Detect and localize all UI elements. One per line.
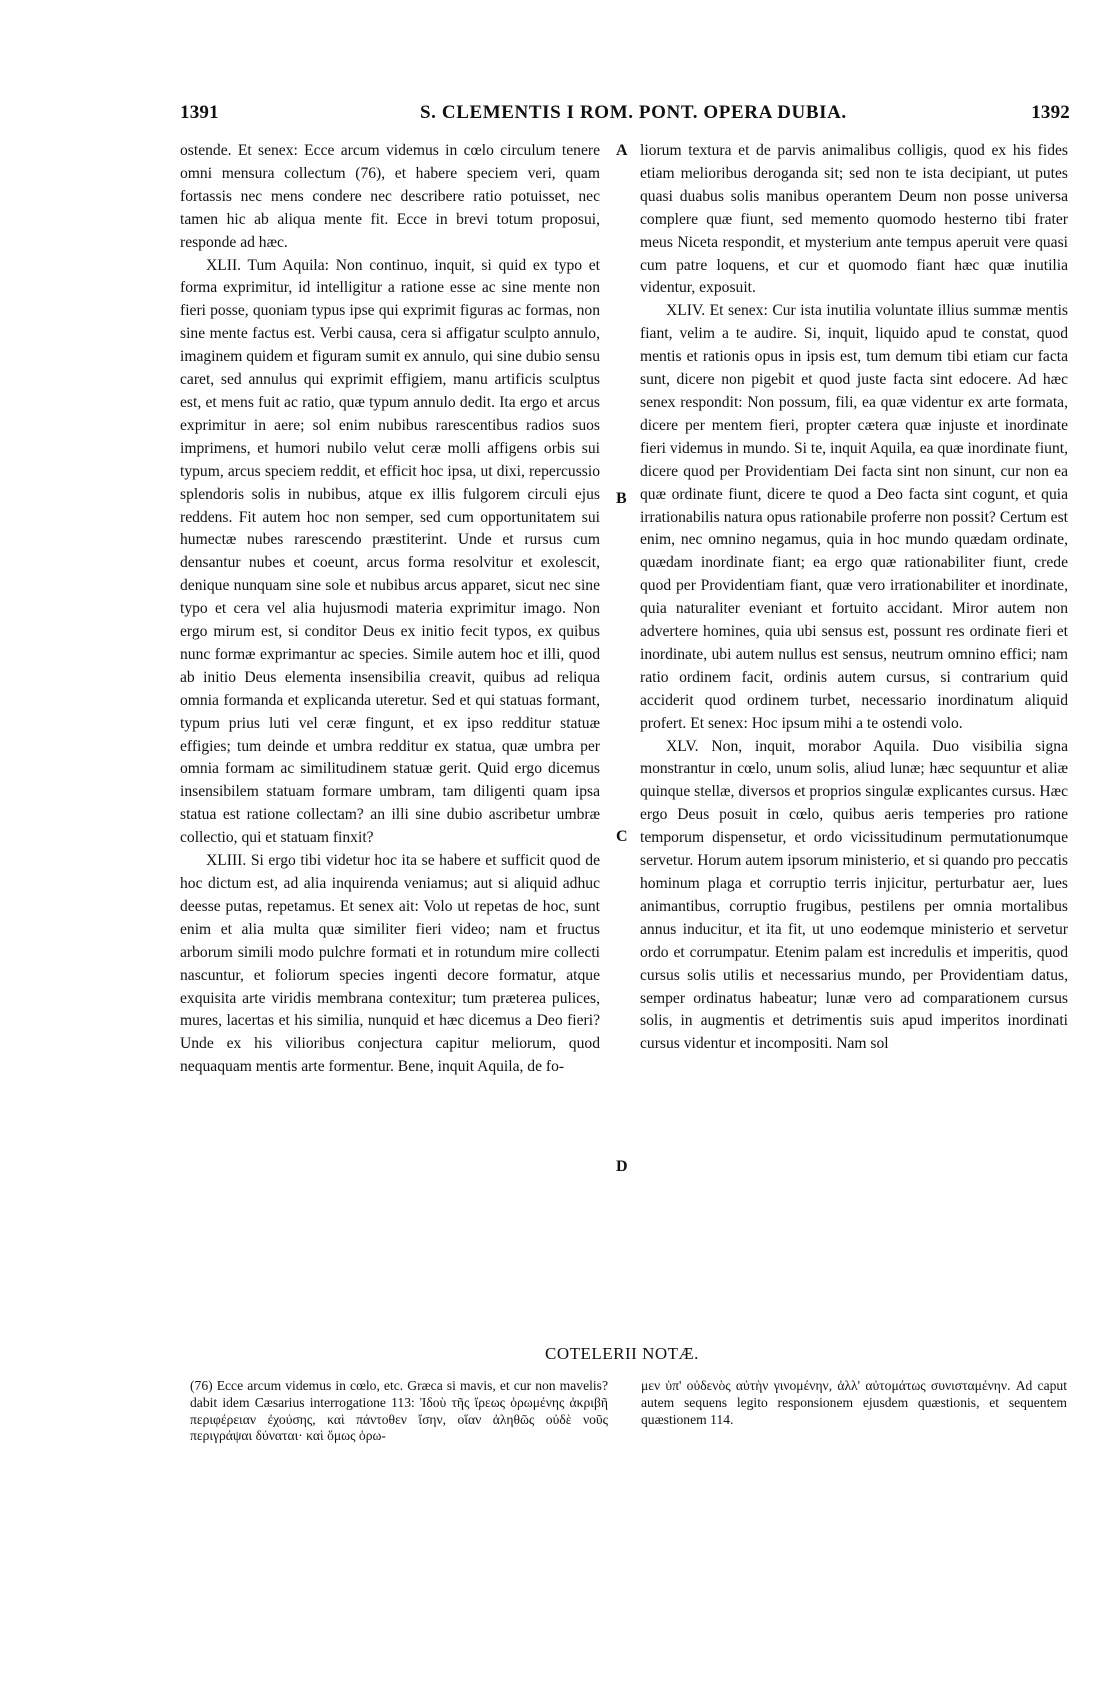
margin-letter-d: D [616, 1158, 628, 1175]
note-left-column [190, 1378, 608, 1445]
margin-letter-c: C [616, 828, 628, 845]
page-number-left: 1391 [180, 102, 219, 123]
note-text: μεν ὑπ' οὐδενὸς αὐτὴν γινομένην, ἀλλ' αὐτομάτως συνισταμένην. Ad caput autem sequens legito responsionem ejusdem quæstionis, et sequentem quæstionem 114. [641, 1378, 1067, 1427]
left-column [180, 140, 600, 1079]
notes-heading: COTELERII NOTÆ. [545, 1344, 699, 1363]
paragraph-xliv: XLIV. Et senex: Cur ista inutilia voluntate illius summæ mentis fiant, velim a te audire. Si, inquit, liquido apud te constat, quod mentis et rationis opus in ipsis est, tum demum tibi etiam cur facta sunt, dicere non pigebit et quod juste facta sint edocere. Ad hæc senex respondit: Non possum, fili, ea quæ videntur ex arte formata, dicere per mentem fieri, propter cætera quæ injuste et inordinate fieri videmus in mundo. Si te, inquit Aquila, ea quæ inordinate fiunt, dicere quod per Providentiam Dei facta sint non sinunt, cur non ea quæ ordinate fiunt, dicere te quod a Deo facta sint cogunt, et quia irrationabilis natura opus rationabile proferre non possit? Certum est enim, nec omnino negamus, quia in hoc mundo quædam ordinate, quædam inordinate fiant; ea ergo quæ rationabiliter fiunt, crede quod per Providentiam fiant, quæ vero irrationabiliter et inordinate, quia naturaliter eveniant et fortuito accidant. Miror autem non advertere homines, quia ubi sensus est, possunt res ordinate fieri et inordinate, ubi autem nullus est sensus, neutrum omnino effici; nam ratio ordinem facit, ordinis autem cursus, si contrarium quid acciderit quod ordinem turbet, necessario inordinatum aliquid profert. Et senex: Hoc ipsum mihi a te ostendi volo. [640, 302, 1068, 732]
right-column [640, 140, 1068, 1056]
running-title: S. CLEMENTIS I ROM. PONT. OPERA DUBIA. [420, 102, 847, 123]
note-right-column [641, 1378, 1067, 1428]
paragraph-xlv: XLV. Non, inquit, morabor Aquila. Duo visibilia signa monstrantur in cœlo, unum solis, aliud lunæ; hæc sequuntur et aliæ quinque stellæ, diversos et proprios singulæ explicantes cursus. Hæc ergo Deus posuit in cœlo, quibus aeris temperies pro ratione temporum dispensetur, et ordo vicissitudinum permutationumque servetur. Horum autem ipsorum ministerio, et si quando pro peccatis hominum plaga et corruptio terris injicitur, perturbatur aer, lues animantibus, corruptio frugibus, pestilens per omnia mortalibus annus inducitur, et ita fit, ut uno eodemque ministerio et servetur ordo et corrumpatur. Etenim palam est incredulis et imperitis, quod cursus solis utilis et necessarius mundo, per Providentiam datus, semper ordinatus habeatur; lunæ vero ad comparationem cursus solis, in augmentis et detrimentis suis apud imperitos inordinati cursus videntur et incompositi. Nam sol [640, 737, 1068, 1053]
paragraph-xlii: XLII. Tum Aquila: Non continuo, inquit, si quid ex typo et forma exprimitur, id intelligitur a ratione esse ac sine mente non fieri posse, quoniam typus ipse qui exprimit figuras ac formas, non sine mente factus est. Verbi causa, cera si affigatur sculpto annulo, imaginem quidem et figuram sumit ex annulo, qui sine dubio sensu caret, sed annulus qui exprimit effigiem, manu artificis sculptus est, et mens fuit ac ratio, quæ typum annulo dedit. Ita ergo et arcus exprimitur in aere; sol enim nubibus rarescentibus radios suos imprimens, et humori nubilo velut ceræ molli affigens orbis sui typum, arcus speciem reddit, et efficit hoc ipsa, ut dixi, repercussio splendoris solis in nubibus, atque ex illis fulgorem circuli ejus reddens. Fit autem hoc non semper, sed cum opportunitatem sui humectæ nubes rarescendo præstiterint. Unde et rursus cum densantur nubes et coeunt, arcus forma resolvitur et exolescit, denique nunquam sine sole et nubibus arcus apparet, sicut nec sine typo et cera vel alia hujusmodi materia exprimitur imago. Non ergo mirum est, si conditor Deus ex initio fecit typos, ex quibus nunc formæ exprimantur ac species. Simile autem hoc et illi, quod ab initio Deus elementa insensibilia creavit, quibus ad reliqua omnia formanda et explicanda uteretur. Sed et qui statuas formant, typum prius luti vel ceræ fingunt, et ex ipso redditur statuæ effigies; tum deinde et umbra redditur ex statua, quæ umbra per omnia formam ac similitudinem statuæ gerit. Quid ergo dicemus insensibilem statuam formare umbram, tam diligenti quam ipsa statua est ratione collectam? an illi sine dubio ascribetur umbræ collectio, qui et statuam finxit? [180, 256, 600, 847]
margin-letter-b: B [616, 490, 627, 507]
paragraph-xliii: XLIII. Si ergo tibi videtur hoc ita se habere et sufficit quod de hoc dictum est, ad alia inquirenda veniamus; aut si aliquid adhuc deesse putas, repetamus. Et senex ait: Volo ut repetas de hoc, sunt enim et alia multa quæ similiter fieri video; nam et fructus arborum simili modo pulchre formati et in rotundum mire collecti nascuntur, et foliorum species ingenti decore formatur, atque exquisita arte viridis membrana contexitur; tum præterea pulices, mures, lacertas et his similia, nunquid et hæc dicemus a Deo fieri? Unde ex his vilioribus conjectura capitur meliorum, quod nequaquam mentis arte formentur. Bene, inquit Aquila, de fo- [180, 852, 600, 1076]
page-number-right: 1392 [1031, 102, 1070, 123]
running-header [180, 102, 1070, 130]
note-text: (76) Ecce arcum videmus in cœlo, etc. Græca si mavis, et cur non mavelis? dabit idem Cæsarius interrogatione 113: Ἰδοὺ τῆς ἴρεως ὁρωμένης ἀκριβῆ περιφέρειαν ἐχούσης, καὶ πάντοθεν ἴσην, οἵαν ἀληθῶς οὐδὲ νοῦς περιγράψαι δύναται· καὶ ὅμως ὁρω- [190, 1378, 608, 1444]
paragraph: liorum textura et de parvis animalibus colligis, quod ex his fides etiam melioribus deroganda sit; sed non te ista decipiant, ut putes quasi duabus solis manibus operantem Deum non posse universa complere quæ fiunt, sed memento quomodo hesterno tibi frater meus Niceta respondit, et mysterium ante tempus aperuit vere quasi cum patre loquens, et cur et quomodo fiant hæc quæ inutilia videntur, exposuit. [640, 142, 1068, 297]
margin-letter-a: A [616, 142, 628, 159]
paragraph: ostende. Et senex: Ecce arcum videmus in cœlo circulum tenere omni mensura collectum (76), et habere speciem veri, quam fortassis nec mens condere nec describere ratio potuisset, nec tamen hic ab aliqua mente fit. Ecce in brevi totum proposui, responde ad hæc. [180, 142, 600, 251]
